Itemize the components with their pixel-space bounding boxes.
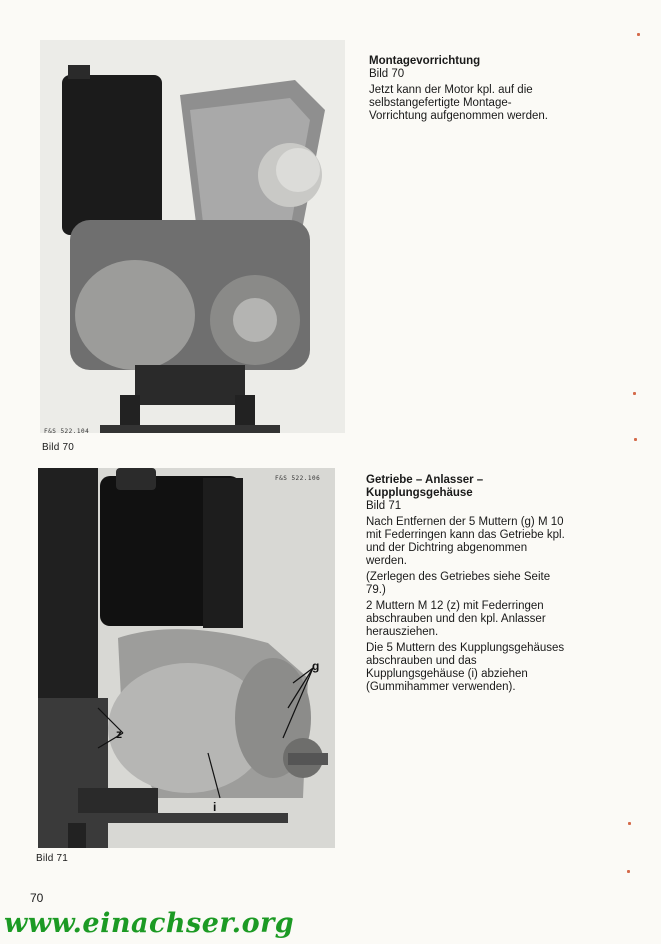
section-71-bild-ref: Bild 71 xyxy=(366,500,402,512)
figure-70-caption: Bild 70 xyxy=(42,442,74,453)
page-number: 70 xyxy=(30,891,44,905)
edge-mark xyxy=(633,392,636,395)
section-70-paragraph: Jetzt kann der Motor kpl. auf die selbstangefertigte Montage-Vorrichtung aufgenommen werden. xyxy=(369,84,548,122)
section-71-heading: Getriebe – Anlasser – Kupplungsgehäuse xyxy=(366,474,484,499)
edge-mark xyxy=(637,33,640,36)
figure-71-reference-code: F&S 522.106 xyxy=(275,475,321,482)
edge-mark xyxy=(628,822,631,825)
edge-mark xyxy=(627,870,630,873)
section-71-paragraph-4: Die 5 Muttern des Kupplungsgehäuses abschrauben und das Kupplungsgehäuse (i) abziehen (Gummihammer verwenden). xyxy=(366,642,565,693)
section-71-paragraph-3: 2 Muttern M 12 (z) mit Federringen abschrauben und den kpl. Anlasser herausziehen. xyxy=(366,600,546,638)
section-71-paragraph-1: Nach Entfernen der 5 Muttern (g) M 10 mit Federringen kann das Getriebe kpl. und der Dichtring abgenommen werden. xyxy=(366,516,565,567)
label-z: z xyxy=(116,727,122,741)
edge-mark xyxy=(634,438,637,441)
figure-70-reference-code: F&S 522.104 xyxy=(44,428,90,435)
section-getriebe-anlasser xyxy=(366,474,570,697)
section-70-bild-ref: Bild 70 xyxy=(369,68,405,80)
section-71-paragraph-2: (Zerlegen des Getriebes siehe Seite 79.) xyxy=(366,571,551,596)
section-70-heading: Montagevorrichtung xyxy=(369,55,481,67)
footer-website-url[interactable]: www.einachser.org xyxy=(4,908,295,939)
label-i: i xyxy=(213,800,217,814)
engine-photo-bild-71 xyxy=(38,468,335,848)
label-g: g xyxy=(312,659,320,673)
figure-71-caption: Bild 71 xyxy=(36,853,68,864)
engine-photo-bild-70 xyxy=(40,40,345,433)
section-montagevorrichtung xyxy=(369,55,569,126)
